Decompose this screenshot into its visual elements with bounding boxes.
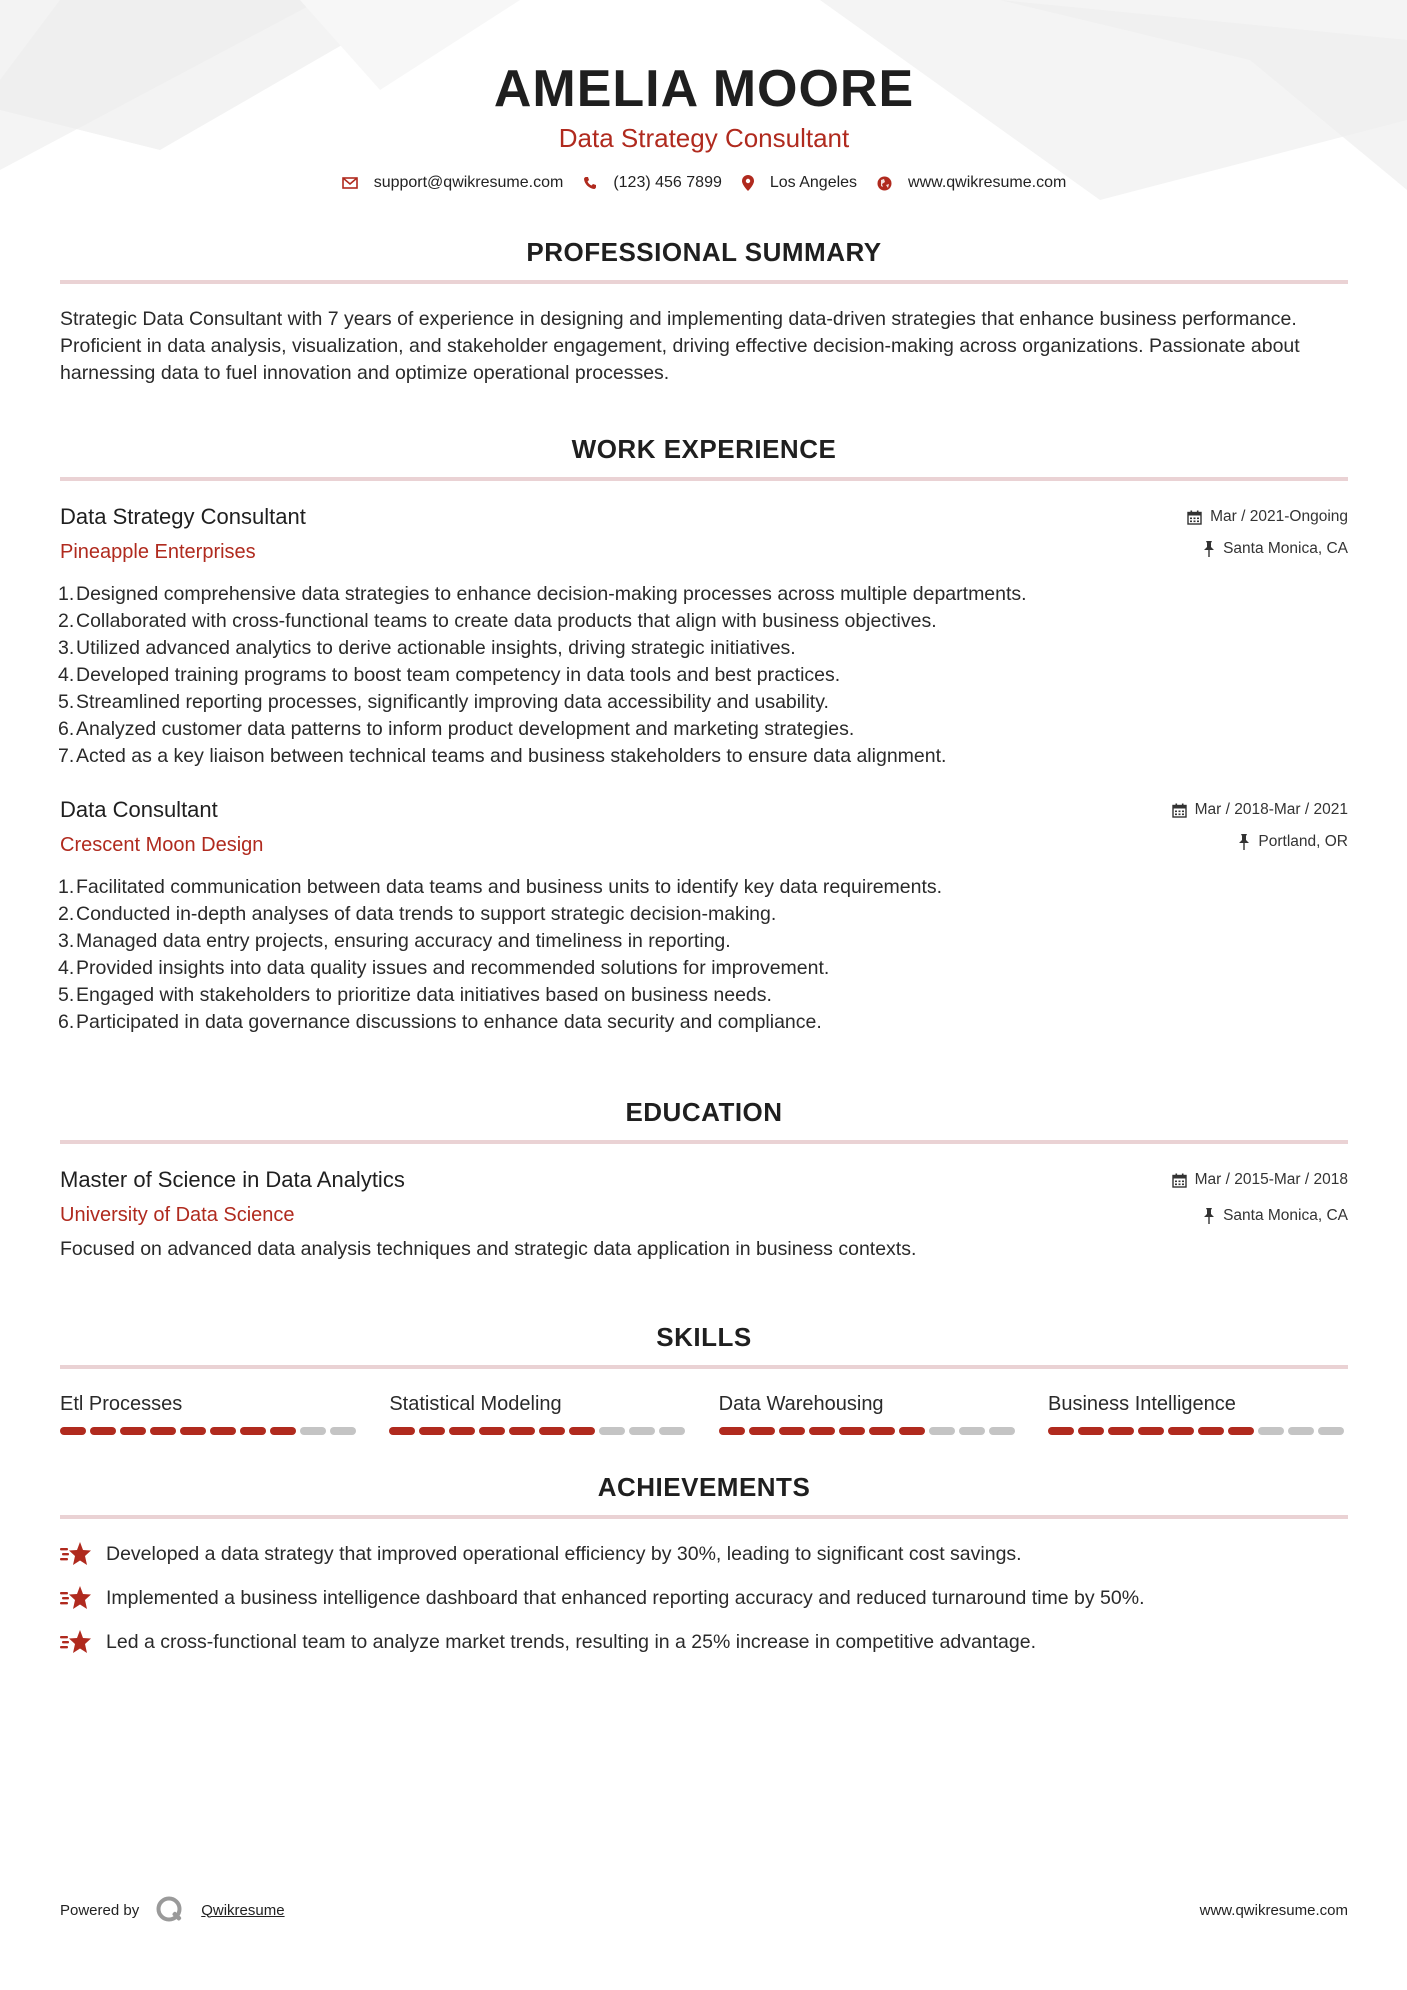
job-company: Pineapple Enterprises bbox=[60, 541, 256, 563]
skill-segment-filled bbox=[1048, 1427, 1074, 1435]
list-item: 3. Utilized advanced analytics to derive actionable insights, driving strategic initiatives. bbox=[58, 637, 796, 659]
skills-section bbox=[60, 1321, 1348, 1435]
list-item: 5. Engaged with stakeholders to prioritize data initiatives based on business needs. bbox=[58, 984, 772, 1006]
footer-website[interactable]: www.qwikresume.com bbox=[1199, 1901, 1348, 1919]
job-location-text: Santa Monica, CA bbox=[1223, 540, 1348, 557]
skill-segment-filled bbox=[899, 1427, 925, 1435]
envelope-icon bbox=[342, 177, 358, 189]
skill-segment-filled bbox=[210, 1427, 236, 1435]
job-meta bbox=[1172, 796, 1348, 852]
list-item: 5. Streamlined reporting processes, significantly improving data accessibility and usability. bbox=[58, 691, 829, 713]
resume-header bbox=[60, 0, 1348, 192]
job-title: Data Strategy Consultant bbox=[60, 504, 306, 529]
achievements-section bbox=[60, 1471, 1348, 1655]
powered-by-label: Powered by bbox=[60, 1901, 140, 1919]
resume-page bbox=[60, 0, 1348, 1673]
section-divider bbox=[60, 477, 1348, 481]
job-entry bbox=[60, 796, 1348, 1036]
skills-list bbox=[60, 1391, 1348, 1435]
pushpin-icon bbox=[1203, 541, 1215, 557]
contact-email-text: support@qwikresume.com bbox=[373, 174, 564, 191]
degree-title: Master of Science in Data Analytics bbox=[60, 1167, 405, 1192]
contact-location bbox=[742, 174, 857, 192]
job-location bbox=[1172, 832, 1348, 852]
skill-segment-filled bbox=[90, 1427, 116, 1435]
job-bullets bbox=[60, 581, 1348, 770]
achievements-heading: ACHIEVEMENTS bbox=[597, 1472, 811, 1502]
skill-segment-filled bbox=[839, 1427, 865, 1435]
section-divider bbox=[60, 1140, 1348, 1144]
list-item: 7. Acted as a key liaison between technical teams and business stakeholders to ensure data alignment. bbox=[58, 745, 947, 767]
contact-bar bbox=[60, 174, 1348, 192]
job-title-block bbox=[60, 796, 263, 858]
education-location bbox=[1172, 1206, 1348, 1226]
achievement-text: Led a cross-functional team to analyze market trends, resulting in a 25% increase in competitive advantage. bbox=[106, 1631, 1037, 1653]
skill-level-bar bbox=[389, 1427, 689, 1435]
contact-email[interactable] bbox=[342, 174, 564, 192]
job-entry bbox=[60, 503, 1348, 770]
contact-website-text: www.qwikresume.com bbox=[908, 174, 1067, 191]
job-header bbox=[60, 503, 1348, 565]
globe-icon bbox=[877, 176, 892, 191]
skill-segment-filled bbox=[1228, 1427, 1254, 1435]
skill-segment-filled bbox=[60, 1427, 86, 1435]
list-item: 4. Developed training programs to boost team competency in data tools and best practices. bbox=[58, 664, 841, 686]
job-title: Data Consultant bbox=[60, 797, 218, 822]
skill-segment-filled bbox=[449, 1427, 475, 1435]
job-header bbox=[60, 796, 1348, 858]
education-header bbox=[60, 1166, 1348, 1228]
skill-item bbox=[1048, 1391, 1348, 1435]
skill-segment-filled bbox=[389, 1427, 415, 1435]
job-company: Crescent Moon Design bbox=[60, 834, 264, 856]
summary-text: Strategic Data Consultant with 7 years of experience in designing and implementing data-driven strategies that enhance business performance. Proficient in data analysis, visualization, and stakeholder engagement, driving effective decision-making across organizations. Passionate about harnessing data to fuel innovation and optimize operational processes. bbox=[60, 308, 1300, 384]
skill-segment-filled bbox=[719, 1427, 745, 1435]
skill-segment-filled bbox=[509, 1427, 535, 1435]
candidate-title: Data Strategy Consultant bbox=[558, 123, 850, 153]
skill-segment-filled bbox=[1138, 1427, 1164, 1435]
calendar-icon bbox=[1172, 803, 1187, 818]
qwikresume-logo-icon bbox=[155, 1895, 185, 1925]
skill-segment-empty bbox=[1318, 1427, 1344, 1435]
skill-segment-filled bbox=[779, 1427, 805, 1435]
list-item: 6. Analyzed customer data patterns to inform product development and marketing strategies. bbox=[58, 718, 855, 740]
powered-by bbox=[60, 1895, 285, 1925]
list-item: 6. Participated in data governance discussions to enhance data security and compliance. bbox=[58, 1011, 822, 1033]
list-item: 1. Designed comprehensive data strategies to enhance decision-making processes across multiple departments. bbox=[58, 583, 1027, 605]
skill-segment-filled bbox=[150, 1427, 176, 1435]
skill-name: Statistical Modeling bbox=[389, 1393, 562, 1415]
star-award-icon bbox=[60, 1629, 92, 1655]
summary-heading: PROFESSIONAL SUMMARY bbox=[526, 237, 882, 267]
skill-segment-filled bbox=[479, 1427, 505, 1435]
education-heading: EDUCATION bbox=[625, 1097, 783, 1127]
section-divider bbox=[60, 280, 1348, 284]
skill-segment-filled bbox=[1108, 1427, 1134, 1435]
job-bullets bbox=[60, 874, 1348, 1036]
skill-segment-empty bbox=[659, 1427, 685, 1435]
list-item bbox=[60, 1629, 1348, 1655]
section-divider bbox=[60, 1365, 1348, 1369]
pushpin-icon bbox=[1238, 834, 1250, 850]
pushpin-icon bbox=[1203, 1208, 1215, 1224]
skill-segment-filled bbox=[1198, 1427, 1224, 1435]
skill-segment-empty bbox=[599, 1427, 625, 1435]
skill-name: Business Intelligence bbox=[1047, 1393, 1236, 1415]
job-dates-text: Mar / 2021-Ongoing bbox=[1210, 508, 1348, 525]
contact-website[interactable] bbox=[877, 174, 1066, 192]
skill-segment-filled bbox=[569, 1427, 595, 1435]
skill-segment-empty bbox=[1288, 1427, 1314, 1435]
star-award-icon bbox=[60, 1541, 92, 1567]
job-location bbox=[1187, 539, 1348, 559]
qwikresume-link[interactable]: Qwikresume bbox=[201, 1901, 285, 1919]
education-location-text: Santa Monica, CA bbox=[1223, 1207, 1348, 1224]
skill-segment-filled bbox=[749, 1427, 775, 1435]
skill-segment-empty bbox=[330, 1427, 356, 1435]
star-award-icon bbox=[60, 1585, 92, 1611]
job-dates bbox=[1187, 507, 1348, 527]
skill-segment-filled bbox=[1168, 1427, 1194, 1435]
job-title-block bbox=[60, 503, 306, 565]
school-name: University of Data Science bbox=[60, 1204, 295, 1226]
job-meta bbox=[1187, 503, 1348, 559]
list-item: 2. Collaborated with cross-functional teams to create data products that align with business objectives. bbox=[58, 610, 937, 632]
skill-segment-filled bbox=[270, 1427, 296, 1435]
list-item: 1. Facilitated communication between data teams and business units to identify key data requirements. bbox=[58, 876, 943, 898]
skill-segment-empty bbox=[929, 1427, 955, 1435]
skill-segment-empty bbox=[629, 1427, 655, 1435]
skill-item bbox=[60, 1391, 360, 1435]
education-section bbox=[60, 1096, 1348, 1263]
list-item bbox=[60, 1541, 1348, 1567]
skill-segment-filled bbox=[539, 1427, 565, 1435]
education-dates bbox=[1172, 1170, 1348, 1190]
education-title-block bbox=[60, 1166, 405, 1228]
job-dates-text: Mar / 2018-Mar / 2021 bbox=[1194, 801, 1348, 818]
candidate-name: AMELIA MOORE bbox=[493, 60, 915, 118]
list-item bbox=[60, 1585, 1348, 1611]
map-pin-icon bbox=[742, 175, 754, 191]
skill-segment-filled bbox=[809, 1427, 835, 1435]
skill-segment-empty bbox=[989, 1427, 1015, 1435]
contact-phone[interactable] bbox=[583, 174, 722, 192]
education-meta bbox=[1172, 1166, 1348, 1226]
skill-name: Etl Processes bbox=[60, 1393, 183, 1415]
achievement-text: Implemented a business intelligence dashboard that enhanced reporting accuracy and reduced turnaround time by 50%. bbox=[106, 1587, 1145, 1609]
skill-item bbox=[719, 1391, 1019, 1435]
skill-segment-filled bbox=[180, 1427, 206, 1435]
skill-segment-filled bbox=[120, 1427, 146, 1435]
calendar-icon bbox=[1187, 510, 1202, 525]
section-divider bbox=[60, 1515, 1348, 1519]
experience-heading: WORK EXPERIENCE bbox=[571, 434, 837, 464]
education-dates-text: Mar / 2015-Mar / 2018 bbox=[1194, 1171, 1348, 1188]
education-description: Focused on advanced data analysis techniques and strategic data application in business contexts. bbox=[60, 1238, 917, 1260]
achievements-list bbox=[60, 1541, 1348, 1655]
skill-segment-empty bbox=[959, 1427, 985, 1435]
page-footer bbox=[60, 1895, 1348, 1925]
skill-segment-empty bbox=[300, 1427, 326, 1435]
phone-icon bbox=[583, 176, 597, 190]
skill-segment-filled bbox=[869, 1427, 895, 1435]
skill-level-bar bbox=[60, 1427, 360, 1435]
skill-segment-filled bbox=[240, 1427, 266, 1435]
list-item: 2. Conducted in-depth analyses of data trends to support strategic decision-making. bbox=[58, 903, 777, 925]
summary-section bbox=[60, 236, 1348, 387]
skill-name: Data Warehousing bbox=[718, 1393, 884, 1415]
calendar-icon bbox=[1172, 1173, 1187, 1188]
skill-segment-filled bbox=[1078, 1427, 1104, 1435]
skill-segment-filled bbox=[419, 1427, 445, 1435]
achievement-text: Developed a data strategy that improved operational efficiency by 30%, leading to significant cost savings. bbox=[106, 1543, 1022, 1565]
contact-phone-text: (123) 456 7899 bbox=[613, 174, 722, 191]
skill-item bbox=[389, 1391, 689, 1435]
job-location-text: Portland, OR bbox=[1258, 833, 1348, 850]
skill-level-bar bbox=[1048, 1427, 1348, 1435]
skill-level-bar bbox=[719, 1427, 1019, 1435]
contact-location-text: Los Angeles bbox=[769, 174, 858, 191]
education-entry bbox=[60, 1166, 1348, 1263]
list-item: 4. Provided insights into data quality issues and recommended solutions for improvement. bbox=[58, 957, 830, 979]
list-item: 3. Managed data entry projects, ensuring accuracy and timeliness in reporting. bbox=[58, 930, 731, 952]
skill-segment-empty bbox=[1258, 1427, 1284, 1435]
experience-section bbox=[60, 433, 1348, 1036]
job-dates bbox=[1172, 800, 1348, 820]
skills-heading: SKILLS bbox=[656, 1322, 752, 1352]
